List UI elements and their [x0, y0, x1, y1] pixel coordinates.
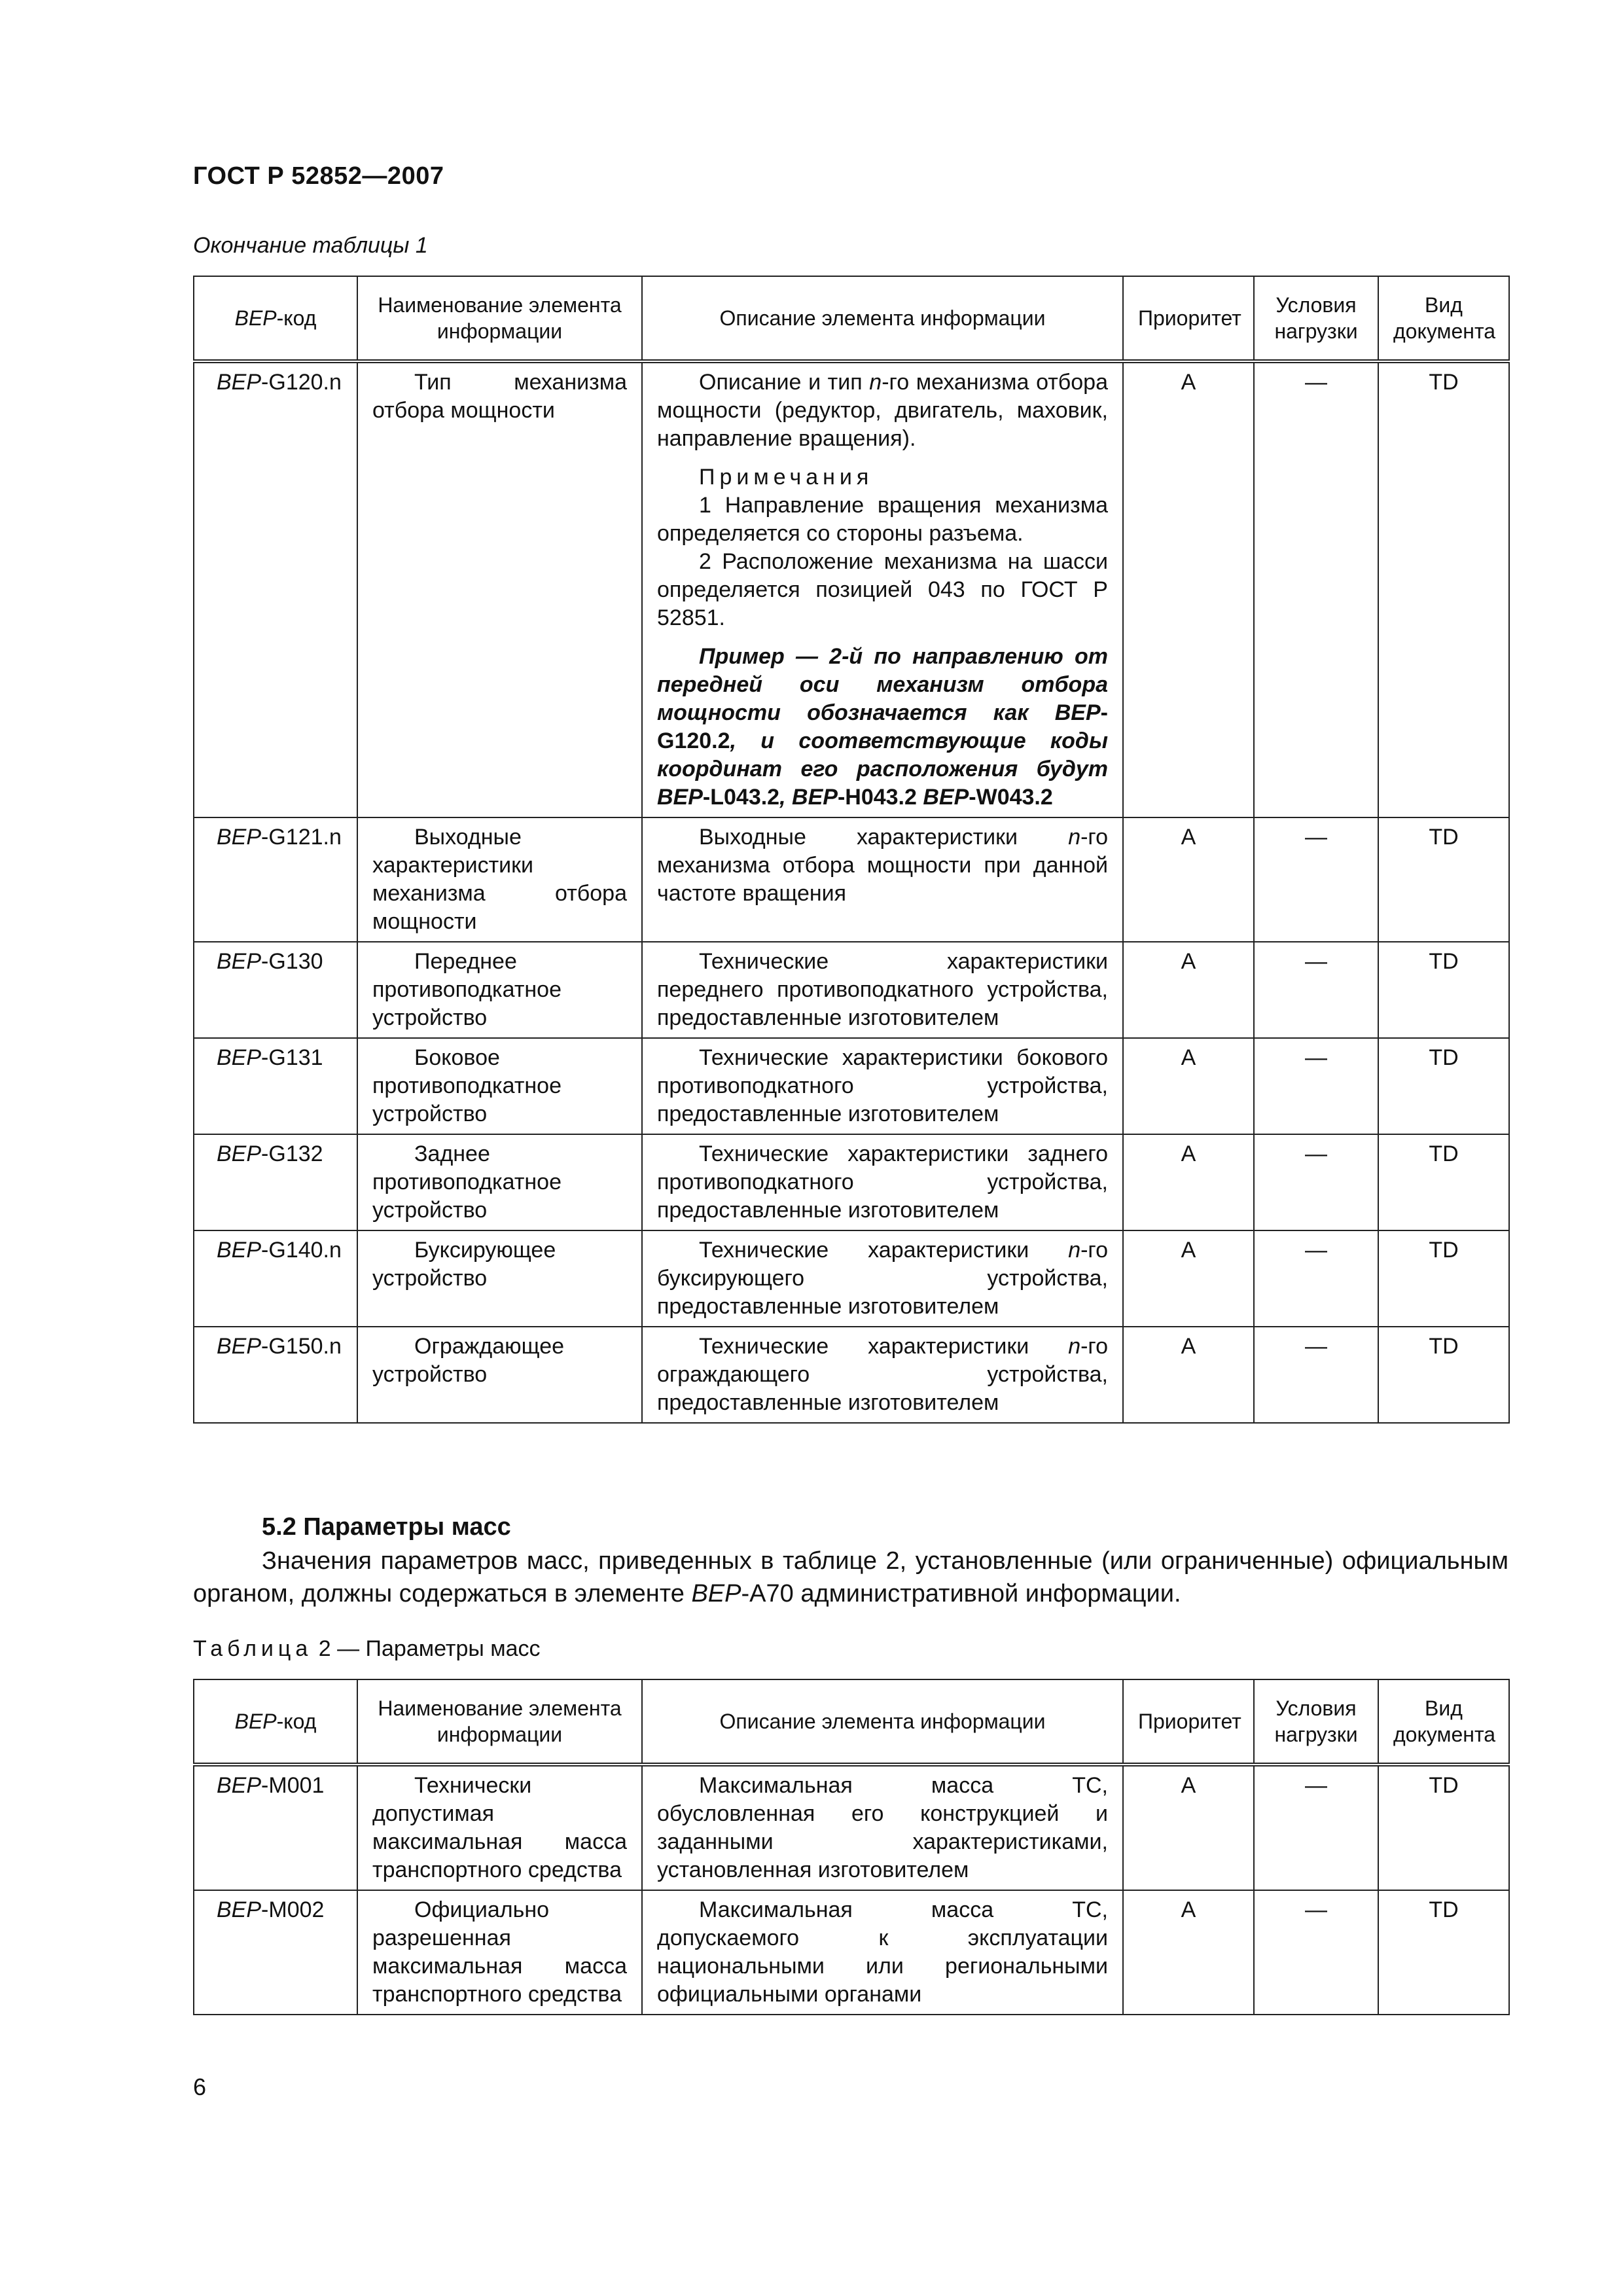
name-cell: Официально разрешенная максимальная масса транспортного средства	[357, 1890, 642, 2015]
name-cell: Ограждающее устройство	[357, 1327, 642, 1423]
column-header-code: ВЕР-код	[194, 1679, 357, 1765]
description-cell: Описание и тип n-го механизма отбора мощности (редуктор, двигатель, маховик, направление вращения). Примечания 1 Направление вращения механизма определяется со стороны разъема. 2 Расположение механизма на шасси определяется позицией 043 по ГОСТ Р 52851. Пример — 2-й по направлению от передней оси механизм отбора мощности обозначается как ВЕР-G120.2, и соответствующие коды координат его расположения будут ВЕР-L043.2, ВЕР-H043.2 ВЕР-W043.2	[642, 361, 1123, 817]
table1	[193, 276, 1510, 1424]
code-cell: ВЕР-G131	[194, 1038, 357, 1134]
code-cell: ВЕР-G140.n	[194, 1230, 357, 1327]
table-row	[194, 1038, 1509, 1134]
load-cell: —	[1254, 1327, 1378, 1423]
code-cell: ВЕР-G120.n	[194, 361, 357, 817]
code-cell: ВЕР-M001	[194, 1765, 357, 1890]
doctype-cell: TD	[1378, 1134, 1509, 1230]
name-cell: Заднее противоподкатное устройство	[357, 1134, 642, 1230]
name-cell: Боковое противоподкатное устройство	[357, 1038, 642, 1134]
priority-cell: A	[1123, 1038, 1254, 1134]
code-cell: ВЕР-M002	[194, 1890, 357, 2015]
doctype-cell: TD	[1378, 1038, 1509, 1134]
priority-cell: A	[1123, 1765, 1254, 1890]
notes-title: Примечания	[699, 465, 874, 490]
description-cell: Технические характеристики n-го буксирующего устройства, предоставленные изготовителем	[642, 1230, 1123, 1327]
description-cell: Технические характеристики бокового противоподкатного устройства, предоставленные изготовителем	[642, 1038, 1123, 1134]
column-header-code: ВЕР-код	[194, 276, 357, 361]
priority-cell: A	[1123, 1230, 1254, 1327]
priority-cell: A	[1123, 1134, 1254, 1230]
load-cell: —	[1254, 817, 1378, 942]
section-paragraph: Значения параметров масс, приведенных в таблице 2, установленные (или ограниченные) официальным органом, должны содержаться в элементе ВЕР-А70 административной информации.	[193, 1547, 1508, 1607]
doctype-cell: TD	[1378, 817, 1509, 942]
column-header-description: Описание элемента информации	[642, 276, 1123, 361]
column-header-doctype: Вид документа	[1378, 1679, 1509, 1765]
table-row	[194, 1327, 1509, 1423]
name-cell: Выходные характеристики механизма отбора мощности	[357, 817, 642, 942]
table1-header-row	[194, 276, 1509, 361]
column-header-load: Условия нагрузки	[1254, 1679, 1378, 1765]
load-cell: —	[1254, 942, 1378, 1038]
load-cell: —	[1254, 361, 1378, 817]
code-cell: ВЕР-G150.n	[194, 1327, 357, 1423]
table-row	[194, 361, 1509, 817]
table-row	[194, 1765, 1509, 1890]
note-2: 2 Расположение механизма на шасси определяется позицией 043 по ГОСТ Р 52851.	[657, 549, 1108, 630]
document-header: ГОСТ Р 52852—2007	[193, 162, 444, 190]
name-cell: Тип механизма отбора мощности	[357, 361, 642, 817]
column-header-name: Наименование элемента информации	[357, 276, 642, 361]
table2-header-row	[194, 1679, 1509, 1765]
table-row	[194, 942, 1509, 1038]
section-heading: 5.2 Параметры масс	[262, 1513, 511, 1541]
priority-cell: A	[1123, 1890, 1254, 2015]
note-1: 1 Направление вращения механизма определяется со стороны разъема.	[657, 493, 1108, 546]
column-header-priority: Приоритет	[1123, 276, 1254, 361]
table-row	[194, 817, 1509, 942]
table1-caption: Окончание таблицы 1	[193, 233, 428, 258]
name-cell: Технически допустимая максимальная масса транспортного средства	[357, 1765, 642, 1890]
priority-cell: A	[1123, 817, 1254, 942]
table-row	[194, 1230, 1509, 1327]
priority-cell: A	[1123, 1327, 1254, 1423]
priority-cell: A	[1123, 361, 1254, 817]
load-cell: —	[1254, 1038, 1378, 1134]
load-cell: —	[1254, 1765, 1378, 1890]
column-header-description: Описание элемента информации	[642, 1679, 1123, 1765]
load-cell: —	[1254, 1890, 1378, 2015]
description-cell: Выходные характеристики n-го механизма отбора мощности при данной частоте вращения	[642, 817, 1123, 942]
description-cell: Технические характеристики заднего противоподкатного устройства, предоставленные изготовителем	[642, 1134, 1123, 1230]
name-cell: Переднее противоподкатное устройство	[357, 942, 642, 1038]
description-cell: Максимальная масса ТС, допускаемого к эксплуатации национальными или региональными официальными органами	[642, 1890, 1123, 2015]
table2-caption: Таблица 2 — Параметры масс	[193, 1636, 541, 1661]
column-header-name: Наименование элемента информации	[357, 1679, 642, 1765]
load-cell: —	[1254, 1134, 1378, 1230]
load-cell: —	[1254, 1230, 1378, 1327]
code-cell: ВЕР-G121.n	[194, 817, 357, 942]
priority-cell: A	[1123, 942, 1254, 1038]
example-text: Пример — 2-й по направлению от передней оси механизм отбора мощности обозначается как ВЕР-G120.2, и соответствующие коды координат его расположения будут ВЕР-L043.2, ВЕР-H043.2 ВЕР-W043.2	[657, 644, 1108, 810]
column-header-load: Условия нагрузки	[1254, 276, 1378, 361]
page-number: 6	[193, 2073, 207, 2100]
table-row	[194, 1134, 1509, 1230]
column-header-doctype: Вид документа	[1378, 276, 1509, 361]
description-cell: Технические характеристики n-го ограждающего устройства, предоставленные изготовителем	[642, 1327, 1123, 1423]
description-cell: Максимальная масса ТС, обусловленная его конструкцией и заданными характеристиками, установленная изготовителем	[642, 1765, 1123, 1890]
table-row	[194, 1890, 1509, 2015]
description-cell: Технические характеристики переднего противоподкатного устройства, предоставленные изготовителем	[642, 942, 1123, 1038]
doctype-cell: TD	[1378, 1890, 1509, 2015]
doctype-cell: TD	[1378, 361, 1509, 817]
doctype-cell: TD	[1378, 1765, 1509, 1890]
table2	[193, 1679, 1510, 2015]
doctype-cell: TD	[1378, 1230, 1509, 1327]
doctype-cell: TD	[1378, 1327, 1509, 1423]
code-cell: ВЕР-G130	[194, 942, 357, 1038]
name-cell: Буксирующее устройство	[357, 1230, 642, 1327]
code-cell: ВЕР-G132	[194, 1134, 357, 1230]
doctype-cell: TD	[1378, 942, 1509, 1038]
column-header-priority: Приоритет	[1123, 1679, 1254, 1765]
